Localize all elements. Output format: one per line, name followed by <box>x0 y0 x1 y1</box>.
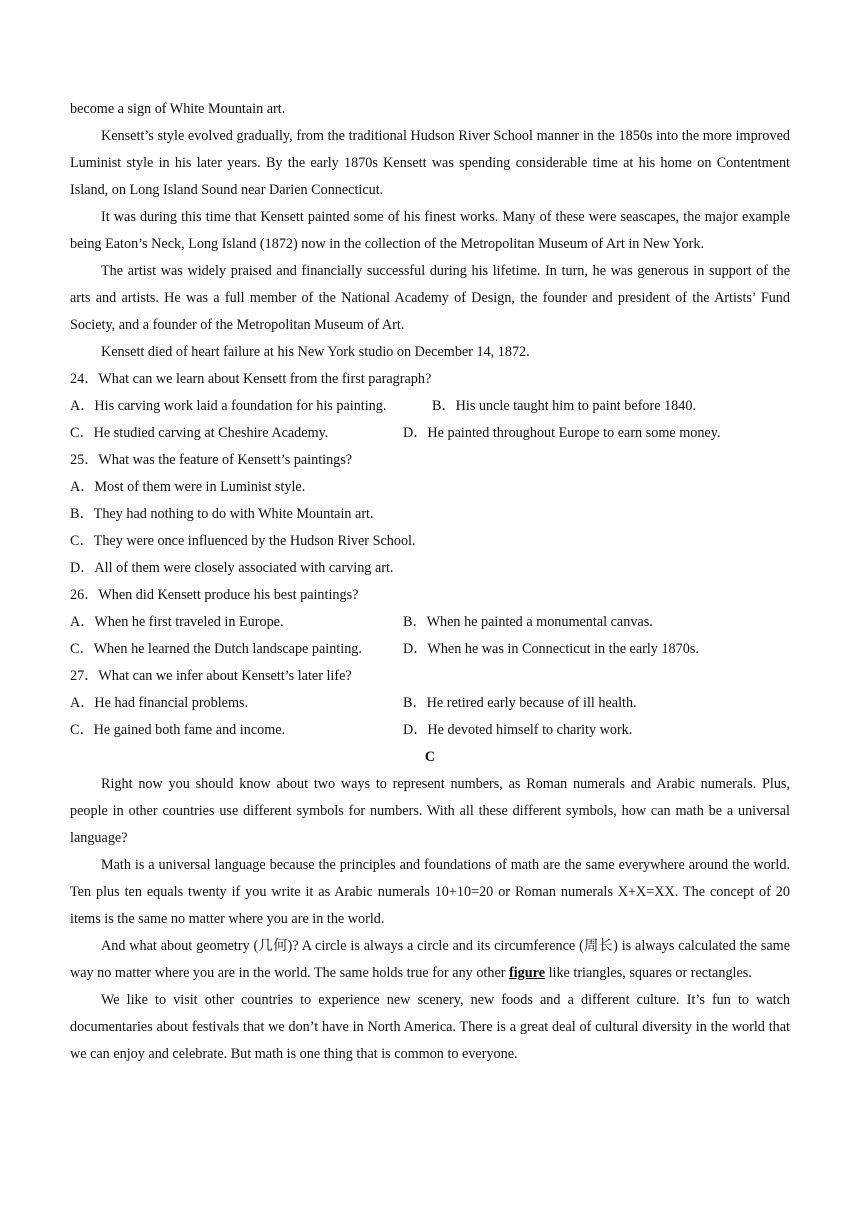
geometry-text-after: like triangles, squares or rectangles. <box>545 965 752 981</box>
paragraph-finest-works: It was during this time that Kensett painted some of his finest works. Many of these were seascapes, the major example being Eaton’s Neck, Long Island (1872) now in the collection of the Metropolitan Museum of Art in New York. <box>70 209 790 252</box>
question-27-option-a[interactable]: A．He had financial problems. <box>70 695 249 711</box>
paragraph-number-systems: Right now you should know about two ways to represent numbers, as Roman numerals and Arabic numerals. Plus, people in other countries use different symbols for numbers. With all these different symbols, how can math be a universal language? <box>70 776 790 846</box>
question-24-option-c[interactable]: C．He studied carving at Cheshire Academy. <box>70 425 329 441</box>
question-24-option-a[interactable]: A．His carving work laid a foundation for his painting. <box>70 398 387 414</box>
paragraph-universal-language: Math is a universal language because the principles and foundations of math are the same everywhere around the world. Ten plus ten equals twenty if you write it as Arabic numerals 10+10=20 or Roman numerals X+X=XX. The concept of 20 items is the same no matter where you are in the world. <box>70 857 790 927</box>
underlined-keyword: figure <box>509 965 546 981</box>
question-27-options-row-2 <box>70 717 790 744</box>
paragraph-style-evolution: Kensett’s style evolved gradually, from the traditional Hudson River School manner in the 1850s into the more improved Luminist style in his later years. By the early 1870s Kensett was spending considerable time at his home on Contentment Island, on Long Island Sound near Darien Connecticut. <box>70 128 790 198</box>
question-24-option-d[interactable]: D．He painted throughout Europe to earn some money. <box>403 425 721 441</box>
question-24-option-b[interactable]: B．His uncle taught him to paint before 1840. <box>432 398 696 414</box>
question-27-option-b[interactable]: B．He retired early because of ill health. <box>403 695 637 711</box>
question-24-options-row-2 <box>70 420 790 447</box>
page-content <box>70 96 790 1068</box>
paragraph-continuation: become a sign of White Mountain art. <box>70 101 286 117</box>
question-25-option-d[interactable]: D．All of them were closely associated with carving art. <box>70 560 394 576</box>
question-24-stem: 24．What can we learn about Kensett from the first paragraph? <box>70 371 432 387</box>
paragraph-death: Kensett died of heart failure at his New York studio on December 14, 1872. <box>101 344 530 360</box>
paragraph-cultural-diversity: We like to visit other countries to experience new scenery, new foods and a different culture. It’s fun to watch documentaries about festivals that we don’t have in North America. There is a great deal of cultural diversity in the world that we can enjoy and celebrate. But math is one thing that is common to everyone. <box>70 992 790 1062</box>
question-26-option-a[interactable]: A．When he first traveled in Europe. <box>70 614 284 630</box>
question-26-option-c[interactable]: C．When he learned the Dutch landscape painting. <box>70 641 362 657</box>
question-26-options-row-1 <box>70 609 790 636</box>
question-26-stem: 26．When did Kensett produce his best paintings? <box>70 587 359 603</box>
section-heading-c: C <box>424 749 436 765</box>
paragraph-geometry <box>70 933 790 987</box>
question-27-option-c[interactable]: C．He gained both fame and income. <box>70 722 286 738</box>
paragraph-praise: The artist was widely praised and financially successful during his lifetime. In turn, he was generous in support of the arts and artists. He was a full member of the National Academy of Design, the founder and president of the Artists’ Fund Society, and a founder of the Metropolitan Museum of Art. <box>70 263 790 333</box>
question-27-stem: 27．What can we infer about Kensett’s later life? <box>70 668 352 684</box>
question-27-options-row-1 <box>70 690 790 717</box>
geometry-text-before: And what about geometry (几何)? A circle is always a circle and its circumference (周长) is always calculated the same way no matter where you are in the world. The same holds true for any other <box>70 938 790 981</box>
question-26-options-row-2 <box>70 636 790 663</box>
question-26-option-b[interactable]: B．When he painted a monumental canvas. <box>403 614 653 630</box>
question-24-options-row-1 <box>70 393 790 420</box>
question-25-option-a[interactable]: A．Most of them were in Luminist style. <box>70 479 306 495</box>
question-25-stem: 25．What was the feature of Kensett’s paintings? <box>70 452 353 468</box>
question-27-option-d[interactable]: D．He devoted himself to charity work. <box>403 722 633 738</box>
question-25-option-b[interactable]: B．They had nothing to do with White Mountain art. <box>70 506 374 522</box>
question-26-option-d[interactable]: D．When he was in Connecticut in the early 1870s. <box>403 641 699 657</box>
question-25-option-c[interactable]: C．They were once influenced by the Hudson River School. <box>70 533 416 549</box>
